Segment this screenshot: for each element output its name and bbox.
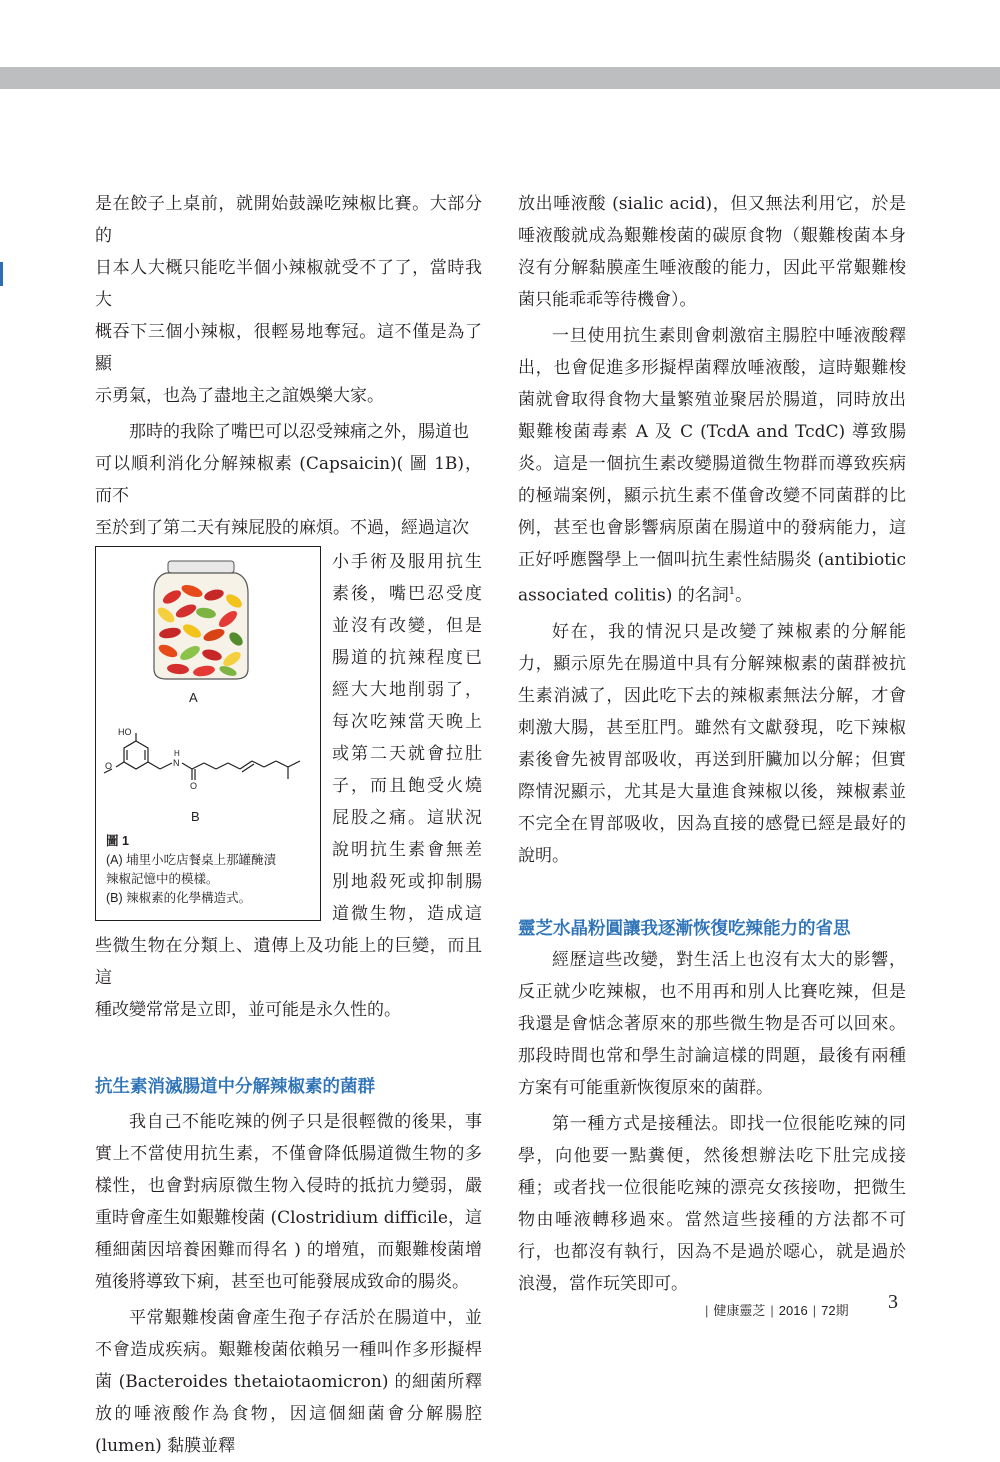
caption-title: 圖 1 bbox=[106, 834, 129, 848]
struct-o-label: O bbox=[105, 761, 113, 771]
text-line: 小手術及服用抗生 bbox=[332, 552, 482, 572]
text-line: 子，而且飽受火燒 bbox=[332, 776, 482, 796]
figure-label-b: B bbox=[191, 809, 200, 824]
text-line: 素後，嘴巴忍受度 bbox=[332, 584, 482, 604]
struct-n-label: N bbox=[173, 758, 180, 768]
section-heading-right: 靈芝水晶粉圓讓我逐漸恢復吃辣能力的省思 bbox=[518, 918, 851, 939]
footer-year: 2016 bbox=[778, 1303, 808, 1318]
text-line: 屁股之痛。這狀況 bbox=[332, 808, 482, 828]
struct-ho-label: HO bbox=[118, 727, 132, 737]
text-line: 示勇氣，也為了盡地主之誼娛樂大家。 bbox=[95, 386, 384, 406]
text-line: 說明抗生素會無差 bbox=[332, 840, 482, 860]
right-column bbox=[518, 188, 906, 1300]
edge-tab-marker bbox=[0, 262, 3, 286]
section-heading-left: 抗生素消滅腸道中分解辣椒素的菌群 bbox=[95, 1077, 375, 1097]
footer-magazine: 健康靈芝 bbox=[713, 1303, 766, 1318]
text-line: 經大大地削弱了， bbox=[332, 680, 482, 700]
left-paragraph-1 bbox=[95, 188, 482, 412]
right-paragraph-2 bbox=[518, 320, 906, 612]
pickle-jar-illustration bbox=[154, 561, 248, 679]
caption-line: (A) 埔里小吃店餐桌上那罐醃漬 bbox=[106, 853, 277, 867]
text-line: 那時的我除了嘴巴可以忍受辣痛之外，腸道也 bbox=[129, 422, 469, 442]
text-line: 日本人大概只能吃半個小辣椒就受不了了，當時我大 bbox=[95, 258, 482, 310]
right-paragraph-1: 放出唾液酸 (sialic acid)，但又無法利用它，於是唾液酸就成為艱難梭菌的碳原食物（艱難梭菌本身沒有分解黏膜產生唾液酸的能力，因此平常艱難梭菌只能乖乖等待機會）。 bbox=[518, 194, 906, 310]
wrapped-text-beside-figure bbox=[332, 546, 482, 930]
text-line: 些微生物在分類上、遺傳上及功能上的巨變，而且這 bbox=[95, 936, 482, 988]
right-paragraph-5: 第一種方式是接種法。即找一位很能吃辣的同學，向他要一點糞便，然後想辦法吃下肚完成接種；或者找一位很能吃辣的漂亮女孩接吻，把微生物由唾液轉移過來。當然這些接種的方法都不可行，也都沒有執行，因為不是過於噁心，就是過於浪漫，當作玩笑即可。 bbox=[518, 1113, 906, 1294]
footer-separator: | bbox=[770, 1303, 774, 1318]
struct-carbonyl-o-label: O bbox=[190, 781, 198, 791]
paragraph-end: 。 bbox=[735, 585, 753, 606]
caption-line: (B) 辣椒素的化學構造式。 bbox=[106, 891, 252, 905]
capsaicin-structure bbox=[104, 733, 300, 780]
paragraph-text: 一旦使用抗生素則會刺激宿主腸腔中唾液酸釋出，也會促進多形擬桿菌釋放唾液酸，這時艱難梭菌就會取得食物大量繁殖並聚居於腸道，同時放出艱難梭菌毒素 A 及 C (TcdA and TcdC) 導致腸炎。這是一個抗生素改變腸道微生物群而導致疾病的極端案例，顯示抗生素不僅會改變不同菌群的比例，甚至也會影響病原菌在腸道中的發病能力，這正好呼應醫學上一個叫抗生素性結腸炎 (antibiotic associated colitis) 的名詞 bbox=[518, 326, 906, 606]
text-line: 或第二天就會拉肚 bbox=[332, 744, 482, 764]
footer-issue: 72期 bbox=[821, 1303, 849, 1318]
struct-h-label: H bbox=[174, 749, 180, 758]
footer-separator: | bbox=[812, 1303, 817, 1318]
right-paragraph-3: 好在，我的情況只是改變了辣椒素的分解能力，顯示原先在腸道中具有分解辣椒素的菌群被抗生素消滅了，因此吃下去的辣椒素無法分解，才會刺激大腸，甚至肛門。雖然有文獻發現，吃下辣椒素後會先被胃部吸收，再送到肝臟加以分解；但實際情況顯示，尤其是大量進食辣椒以後，辣椒素並不完全在胃部吸收，因為直接的感覺已經是最好的說明。 bbox=[518, 621, 906, 866]
figure-label-a: A bbox=[189, 690, 198, 705]
text-line: 至於到了第二天有辣屁股的麻煩。不過，經過這次 bbox=[95, 518, 469, 538]
text-line: 別地殺死或抑制腸 bbox=[332, 872, 482, 892]
figure-1 bbox=[95, 546, 321, 921]
text-line: 腸道的抗辣程度已 bbox=[332, 648, 482, 668]
text-line: 可以順利消化分解辣椒素 (Capsaicin)( 圖 1B)，而不 bbox=[95, 454, 482, 506]
right-paragraph-4: 經歷這些改變，對生活上也沒有太大的影響，反正就少吃辣椒，也不用再和別人比賽吃辣，但是我還是會惦念著原來的那些微生物是否可以回來。那段時間也常和學生討論這樣的問題，最後有兩種方案有可能重新恢復原來的菌群。 bbox=[518, 949, 906, 1098]
page-number: 3 bbox=[888, 1291, 898, 1313]
left-column bbox=[95, 188, 482, 1462]
caption-line: 辣椒記憶中的模樣。 bbox=[106, 872, 219, 886]
header-band bbox=[0, 67, 1000, 89]
left-paragraph-4: 平常艱難梭菌會產生孢子存活於在腸道中，並不會造成疾病。艱難梭菌依賴另一種叫作多形擬桿菌 (Bacteroides thetaiotaomicron) 的細菌所釋放的唾液酸作為食物，因這個細菌會分解腸腔 (lumen) 黏膜並釋 bbox=[95, 1308, 482, 1456]
page-footer bbox=[700, 1300, 849, 1319]
figure-caption bbox=[106, 832, 316, 908]
text-line: 每次吃辣當天晚上 bbox=[332, 712, 482, 732]
left-paragraph-3: 我自己不能吃辣的例子只是很輕微的後果，事實上不當使用抗生素，不僅會降低腸道微生物的多樣性，也會對病原微生物入侵時的抵抗力變弱，嚴重時會產生如艱難梭菌 (Clostridium difficile，這種細菌因培養困難而得名 ) 的增殖，而艱難梭菌增殖後將導致下痢，甚至也可能發展成致命的腸炎。 bbox=[95, 1112, 482, 1292]
footer-separator: | bbox=[705, 1303, 709, 1318]
text-line: 道微生物，造成這 bbox=[332, 904, 482, 924]
left-paragraph-2 bbox=[95, 416, 482, 1026]
text-line: 概吞下三個小辣椒，很輕易地奪冠。這不僅是為了顯 bbox=[95, 322, 482, 374]
text-line: 並沒有改變，但是 bbox=[332, 616, 482, 636]
footnote-ref: 1 bbox=[728, 586, 736, 597]
text-line: 種改變常常是立即，並可能是永久性的。 bbox=[95, 1000, 401, 1020]
text-line: 是在餃子上桌前，就開始鼓譟吃辣椒比賽。大部分的 bbox=[95, 194, 482, 246]
